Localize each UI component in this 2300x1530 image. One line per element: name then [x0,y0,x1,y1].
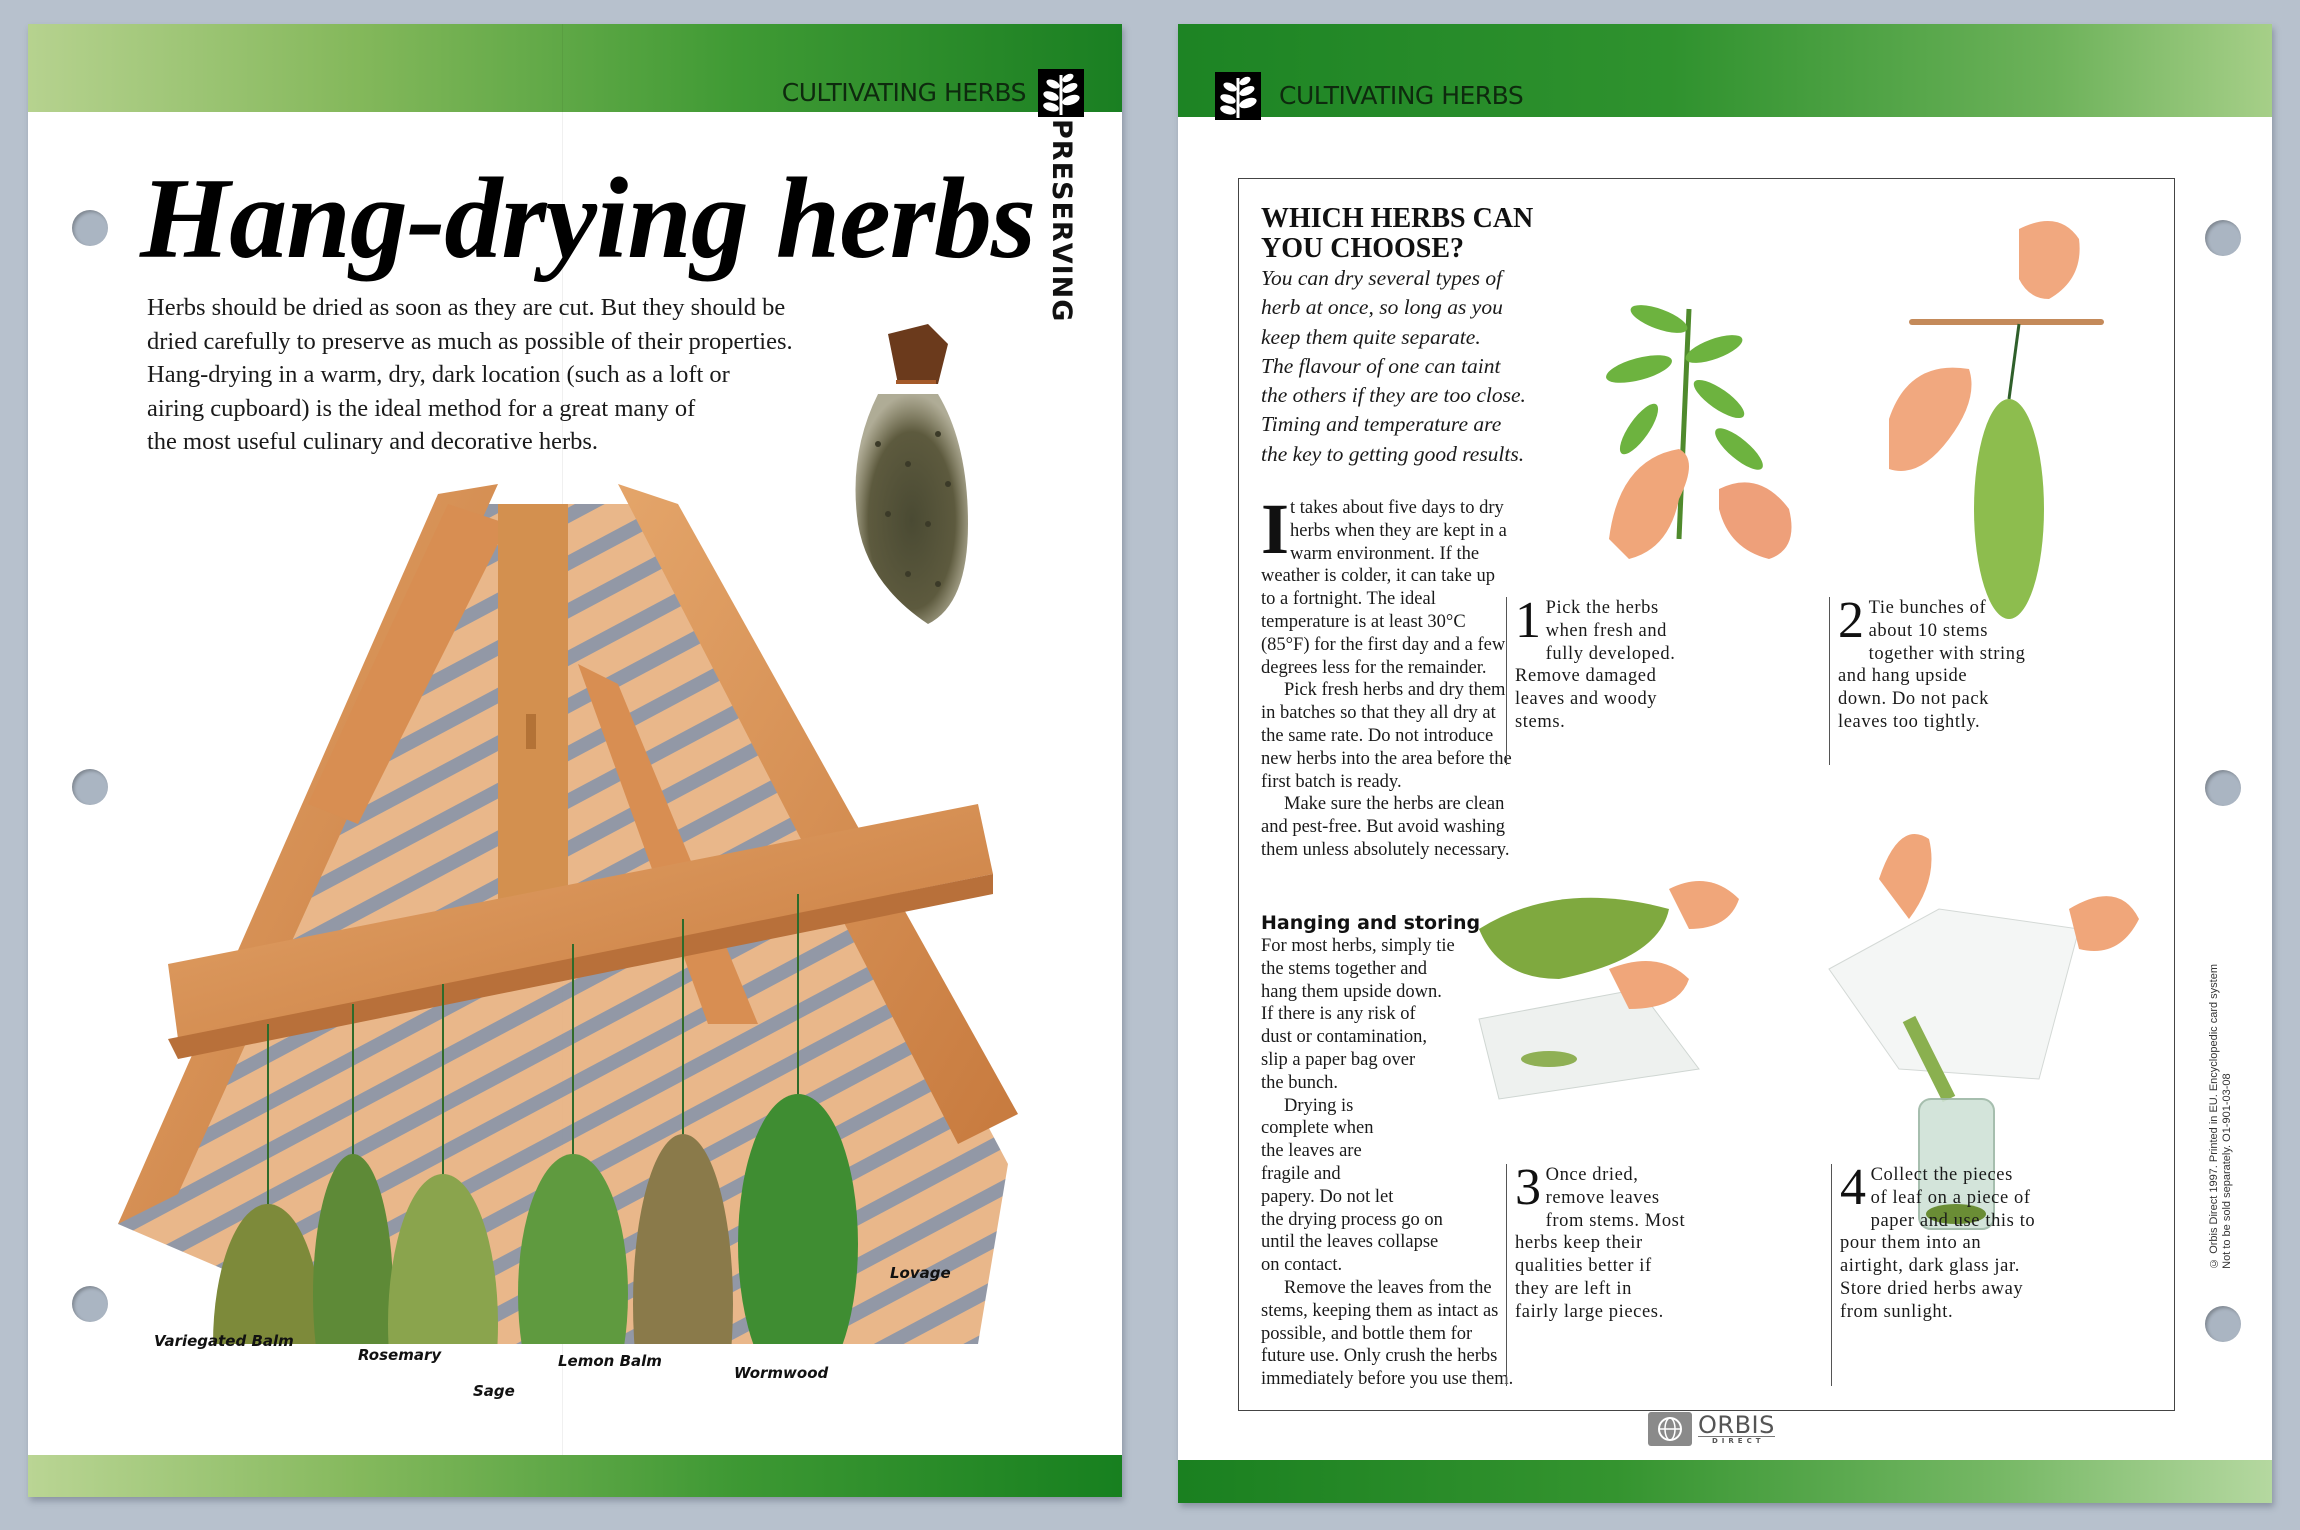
publisher-sub: DIRECT [1698,1436,1775,1445]
step-2: 2 Tie bunches of about 10 stems together with string and hang upside down. Do not pack leaves too tightly. [1829,597,1995,765]
binder-hole [72,210,108,246]
step-number: 1 [1515,592,1542,649]
series-title: CULTIVATING HERBS [781,78,1026,107]
herb-label-wormwood: Wormwood [734,1364,829,1382]
copyright-notice: © Orbis Direct 1997. Printed in EU. Encyclopedic card system Not to be sold separately. O1-901-03-08 [2208,964,2233,1269]
step3-remove-leaves-illustration [1439,869,1769,1119]
dropcap-paragraph: I t takes about five days to dry herbs when they are kept in a warm environment. If the [1261,489,1507,569]
step2-tie-bunch-illustration [1869,199,2109,619]
series-title: CULTIVATING HERBS [1279,81,1524,110]
herb-label-variegated-balm: Variegated Balm [154,1332,294,1350]
hanging-storing-column: Hanging and storing For most herbs, simply tie the stems together and hang them upside down. If there is any risk of dust or contamination, slip a paper bag over the bunch. Drying is complete when the leaves are fragile and papery. Do not let the drying process go on until the leaves collapse on contact. Remove the leaves from the stems, keeping them as intact as possible, and bottle them for future use. Only crush the herbs immediately before you use them. [1261,912,1514,1390]
dropcap: I [1261,489,1290,569]
body-text-column: I t takes about five days to dry herbs when they are kept in a warm environment. If the weather is colder, it can take up to a fortnight. The ideal temperature is at least 30°C (85°F) for the first day and a few degrees less for the remainder. Pick fresh herbs and dry them in batches so that they all dry at the same rate. Do not introduce new herbs into the area before the first batch is ready. Make sure the herbs are clean and pest-free. But avoid washing them unless absolutely necessary. [1261,489,1512,860]
subheading-hanging-storing: Hanging and storing [1261,912,1481,934]
box-lead-italic: You can dry several types of herb at once, so long as you keep them quite separate. The flavour of one can taint the others if they are too close. Timing and temperature are the key to getting good results. [1261,266,1526,466]
herb-label-lemon-balm: Lemon Balm [558,1352,662,1370]
step-number: 3 [1515,1159,1542,1216]
binder-hole [2205,1306,2241,1342]
herb-sprig-icon [1038,69,1084,117]
step1-pick-herbs-illustration [1569,289,1809,569]
binder-hole [2205,770,2241,806]
right-card [1178,24,2272,1503]
herb-label-lovage: Lovage [890,1264,951,1282]
page-title: Hang-drying herbs [140,155,1036,283]
box-heading: WHICH HERBS CAN YOU CHOOSE? [1261,203,1534,264]
step-1: 1 Pick the herbs when fresh and fully developed. Remove damaged leaves and woody stems. [1506,597,1657,765]
globe-icon [1648,1412,1692,1446]
herb-label-sage: Sage [473,1382,515,1400]
content-box [1238,178,2175,1411]
step-number: 4 [1840,1159,1867,1216]
step-4: 4 Collect the pieces of leaf on a piece of paper and use this to pour them into an airtight, dark glass jar. Store dried herbs away from sunlight. [1831,1164,2023,1386]
bottom-green-band [28,1455,1122,1497]
herb-label-rosemary: Rosemary [358,1346,442,1364]
section-tab-preserving: PRESERVING [1046,119,1077,323]
publisher-name: ORBIS [1698,1410,1775,1439]
attic-roof-herbs-illustration [58,464,1038,1344]
binder-hole [2205,220,2241,256]
herb-sprig-icon [1215,72,1261,120]
intro-paragraph: Herbs should be dried as soon as they are cut. But they should be dried carefully to preserve as much as possible of their properties. Hang-drying in a warm, dry, dark location (such as a loft or airing cupboard) is the ideal method for a great many of the most useful culinary and decorative herbs. [147,294,793,455]
step-3: 3 Once dried, remove leaves from stems. Most herbs keep their qualities better if they are left in fairly large pieces. [1506,1164,1664,1386]
left-card [28,24,1122,1497]
bottom-green-band [1178,1460,2272,1503]
publisher-logo [1648,1412,1775,1446]
step-number: 2 [1838,592,1865,649]
